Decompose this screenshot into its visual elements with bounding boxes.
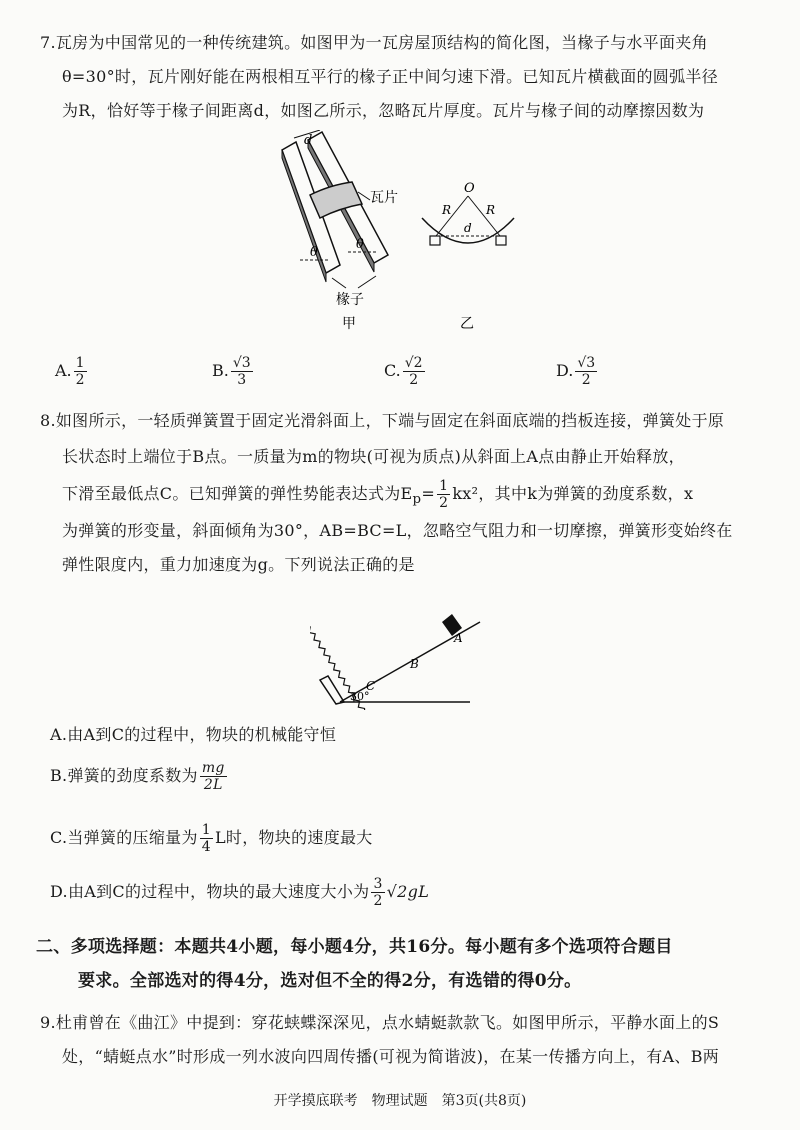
label-d-jia: d: [304, 133, 313, 148]
rafter-section-left: [430, 236, 440, 245]
q9-line2: 处，“蜻蜓点水”时形成一列水波向四周传播(可视为简谐波)，在某一传播方向上，有A、B两: [62, 1047, 720, 1066]
q8-line3a: 下滑至最低点C。已知弹簧的弹性势能表达式为E: [62, 484, 413, 503]
q8-line2: 长状态时上端位于B点。一质量为m的物块(可视为质点)从斜面上A点由静止开始释放，: [62, 447, 685, 466]
q8-half-den: 2: [439, 495, 449, 511]
baffle: [320, 676, 344, 704]
q7-option-a: [55, 355, 89, 388]
label-d-yi: d: [464, 221, 472, 235]
q7-option-d-letter: D.: [556, 361, 574, 380]
q8-option-a: A.由A到C的过程中，物块的机械能守恒: [50, 725, 337, 744]
q8-option-d-num: 3: [373, 876, 383, 892]
tile: [310, 182, 362, 218]
q8-line5: 弹性限度内，重力加速度为g。下列说法正确的是: [62, 555, 415, 574]
q7-option-c-num: √2: [404, 355, 423, 371]
caption-yi: 乙: [460, 316, 474, 332]
label-chuanzi: 椽子: [336, 292, 364, 308]
label-theta2: θ: [356, 237, 364, 252]
q7-option-d: [556, 355, 599, 388]
q7-option-a-num: 1: [75, 355, 85, 371]
q8-option-c-pre: C.当弹簧的压缩量为: [50, 828, 198, 847]
q8-option-d-post: √2gL: [386, 882, 430, 901]
q8-option-c-num: 1: [201, 822, 211, 838]
q9-line1: 9.杜甫曾在《曲江》中提到：穿花蛱蝶深深见，点水蜻蜓款款飞。如图甲所示，平静水面上的S: [40, 1013, 720, 1032]
figure-incline: [310, 598, 490, 710]
q7-line1: 7.瓦房为中国常见的一种传统建筑。如图甲为一瓦房屋顶结构的简化图，当椽子与水平面夹角: [40, 33, 708, 52]
q7-line2: θ=30°时，瓦片刚好能在两根相互平行的椽子正中间匀速下滑。已知瓦片横截面的圆弧半径: [62, 67, 718, 86]
q8-option-b-num: mg: [201, 760, 225, 776]
q8-option-d: [50, 876, 429, 909]
label-B: B: [410, 657, 419, 671]
q8-ep-sub: p: [412, 492, 422, 508]
figure-jia: [270, 130, 420, 330]
q8-option-b-pre: B.弹簧的劲度系数为: [50, 766, 198, 785]
q7-option-d-den: 2: [581, 372, 591, 388]
label-R2: R: [486, 203, 496, 217]
q7-option-b-num: √3: [232, 355, 251, 371]
section2-line2: 要求。全部选对的得4分，选对但不全的得2分，有选错的得0分。: [78, 971, 582, 991]
q7-option-b-den: 3: [237, 372, 247, 388]
label-angle: 30°: [350, 690, 370, 703]
q8-half-num: 1: [439, 478, 449, 494]
q7-option-c-letter: C.: [384, 361, 401, 380]
q7-option-a-letter: A.: [55, 361, 72, 380]
q8-option-d-den: 2: [373, 893, 383, 909]
q8-option-c-den: 4: [201, 839, 211, 855]
label-A: A: [454, 631, 463, 645]
caption-jia: 甲: [342, 316, 356, 330]
label-theta1: θ: [310, 245, 318, 260]
q8-line1: 8.如图所示，一轻质弹簧置于固定光滑斜面上，下端与固定在斜面底端的挡板连接，弹簧处于原: [40, 411, 725, 430]
q8-option-b-den: 2L: [203, 777, 223, 793]
q8-line3: [62, 478, 693, 511]
arrow-left: [332, 278, 346, 288]
label-R1: R: [442, 203, 452, 217]
label-wapian: 瓦片: [370, 190, 398, 206]
page-footer: 开学摸底联考 物理试题 第3页(共8页): [273, 1093, 527, 1109]
q8-line4: 为弹簧的形变量，斜面倾角为30°，AB=BC=L，忽略空气阻力和一切摩擦，弹簧形变始终在: [62, 521, 733, 540]
q8-line3b: kx²，其中k为弹簧的劲度系数，x: [452, 484, 694, 503]
q7-option-c: [384, 355, 427, 388]
q7-option-a-den: 2: [75, 372, 85, 388]
q8-option-c: [50, 822, 373, 855]
figure-yi: [420, 178, 520, 333]
q7-option-d-num: √3: [577, 355, 596, 371]
q8-option-b: [50, 760, 229, 793]
q7-option-b: [212, 355, 255, 388]
radius-right: [468, 196, 500, 236]
arrow-right: [358, 276, 376, 288]
q8-option-c-post: L时，物块的速度最大: [214, 828, 373, 847]
section2-line1: 二、多项选择题：本题共4小题，每小题4分，共16分。每小题有多个选项符合题目: [36, 937, 673, 957]
q7-option-b-letter: B.: [212, 361, 229, 380]
q7-line3: 为R，恰好等于椽子间距离d，如图乙所示，忽略瓦片厚度。瓦片与椽子间的动摩擦因数为: [62, 101, 705, 120]
label-C: C: [366, 679, 376, 693]
q7-option-c-den: 2: [409, 372, 419, 388]
q8-eq: =: [421, 484, 436, 503]
q8-option-d-pre: D.由A到C的过程中，物块的最大速度大小为: [50, 882, 370, 901]
label-O: O: [464, 181, 475, 196]
rafter-section-right: [496, 236, 506, 245]
